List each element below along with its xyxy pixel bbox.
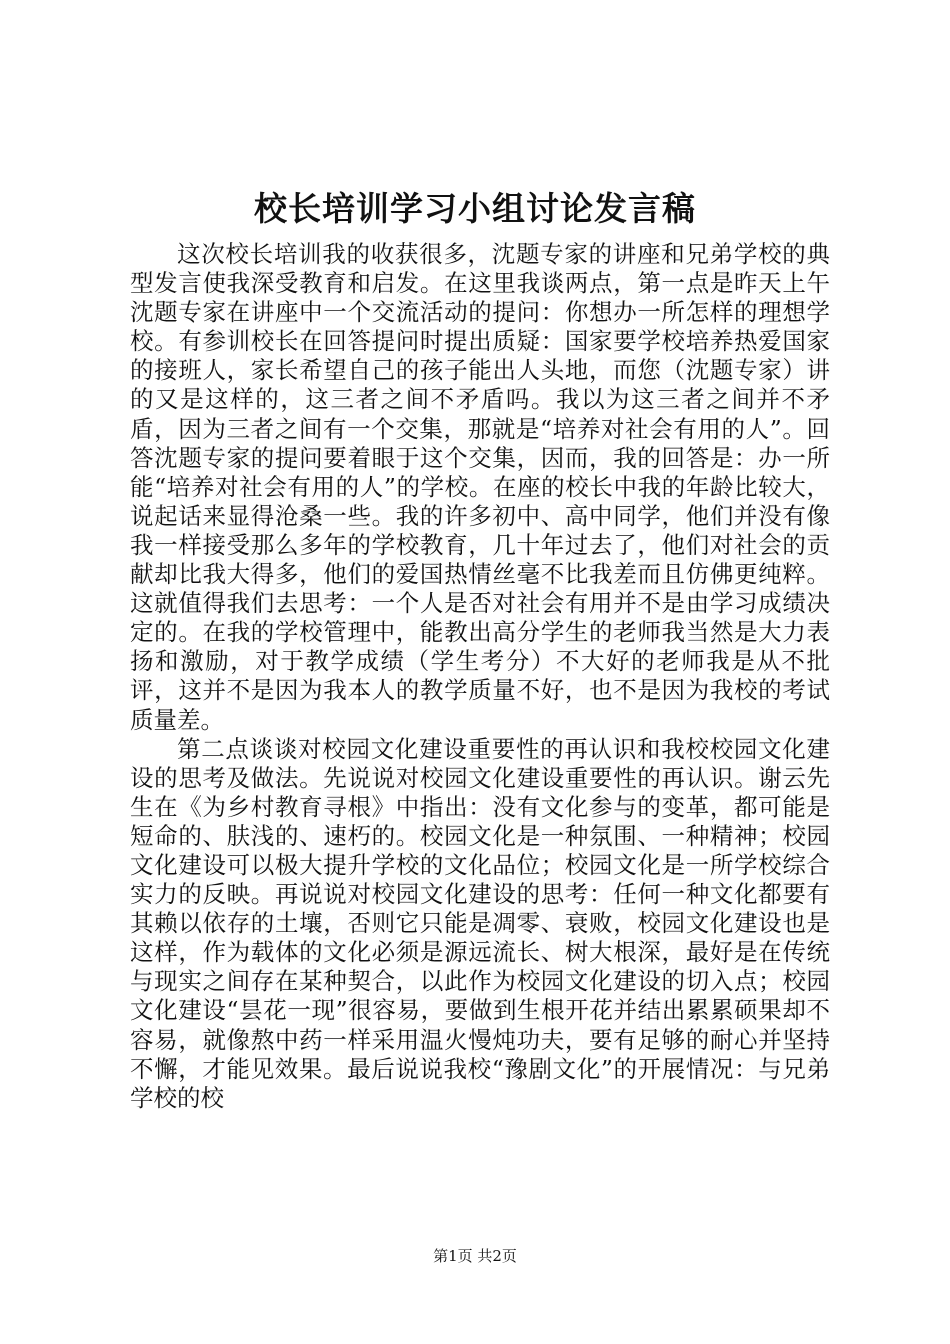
document-body — [130, 240, 830, 1113]
page-number-footer: 第1页 共2页 — [433, 1247, 517, 1265]
paragraph-1: 这次校长培训我的收获很多，沈题专家的讲座和兄弟学校的典型发言使我深受教育和启发。在这里我谈两点，第一点是昨天上午沈题专家在讲座中一个交流活动的提问：你想办一所怎样的理想学校。有参训校长在回答提问时提出质疑：国家要学校培养热爱国家的接班人，家长希望自己的孩子能出人头地，而您（沈题专家）讲的又是这样的，这三者之间不矛盾吗。我以为这三者之间并不矛盾，因为三者之间有一个交集，那就是“培养对社会有用的人”。回答沈题专家的提问要着眼于这个交集，因而，我的回答是：办一所能“培养对社会有用的人”的学校。在座的校长中我的年龄比较大，说起话来显得沧桑一些。我的许多初中、高中同学，他们并没有像我一样接受那么多年的学校教育，几十年过去了，他们对社会的贡献却比我大得多，他们的爱国热情丝毫不比我差而且仿佛更纯粹。这就值得我们去思考：一个人是否对社会有用并不是由学习成绩决定的。在我的学校管理中，能教出高分学生的老师我当然是大力表扬和激励，对于教学成绩（学生考分）不大好的老师我是从不批评，这并不是因为我本人的教学质量不好，也不是因为我校的考试质量差。 — [130, 240, 830, 734]
paragraph-2: 第二点谈谈对校园文化建设重要性的再认识和我校校园文化建设的思考及做法。先说说对校园文化建设重要性的再认识。谢云先生在《为乡村教育寻根》中指出：没有文化参与的变革，都可能是短命的、肤浅的、速朽的。校园文化是一种氛围、一种精神；校园文化建设可以极大提升学校的文化品位；校园文化是一所学校综合实力的反映。再说说对校园文化建设的思考：任何一种文化都要有其赖以依存的土壤，否则它只能是凋零、衰败，校园文化建设也是这样，作为载体的文化必须是源远流长、树大根深，最好是在传统与现实之间存在某种契合，以此作为校园文化建设的切入点；校园文化建设“昙花一现”很容易，要做到生根开花并结出累累硕果却不容易，就像熬中药一样采用温火慢炖功夫，要有足够的耐心并坚持不懈，才能见效果。最后说说我校“豫剧文化”的开展情况：与兄弟学校的校 — [130, 734, 830, 1112]
document-title: 校长培训学习小组讨论发言稿 — [254, 189, 696, 228]
